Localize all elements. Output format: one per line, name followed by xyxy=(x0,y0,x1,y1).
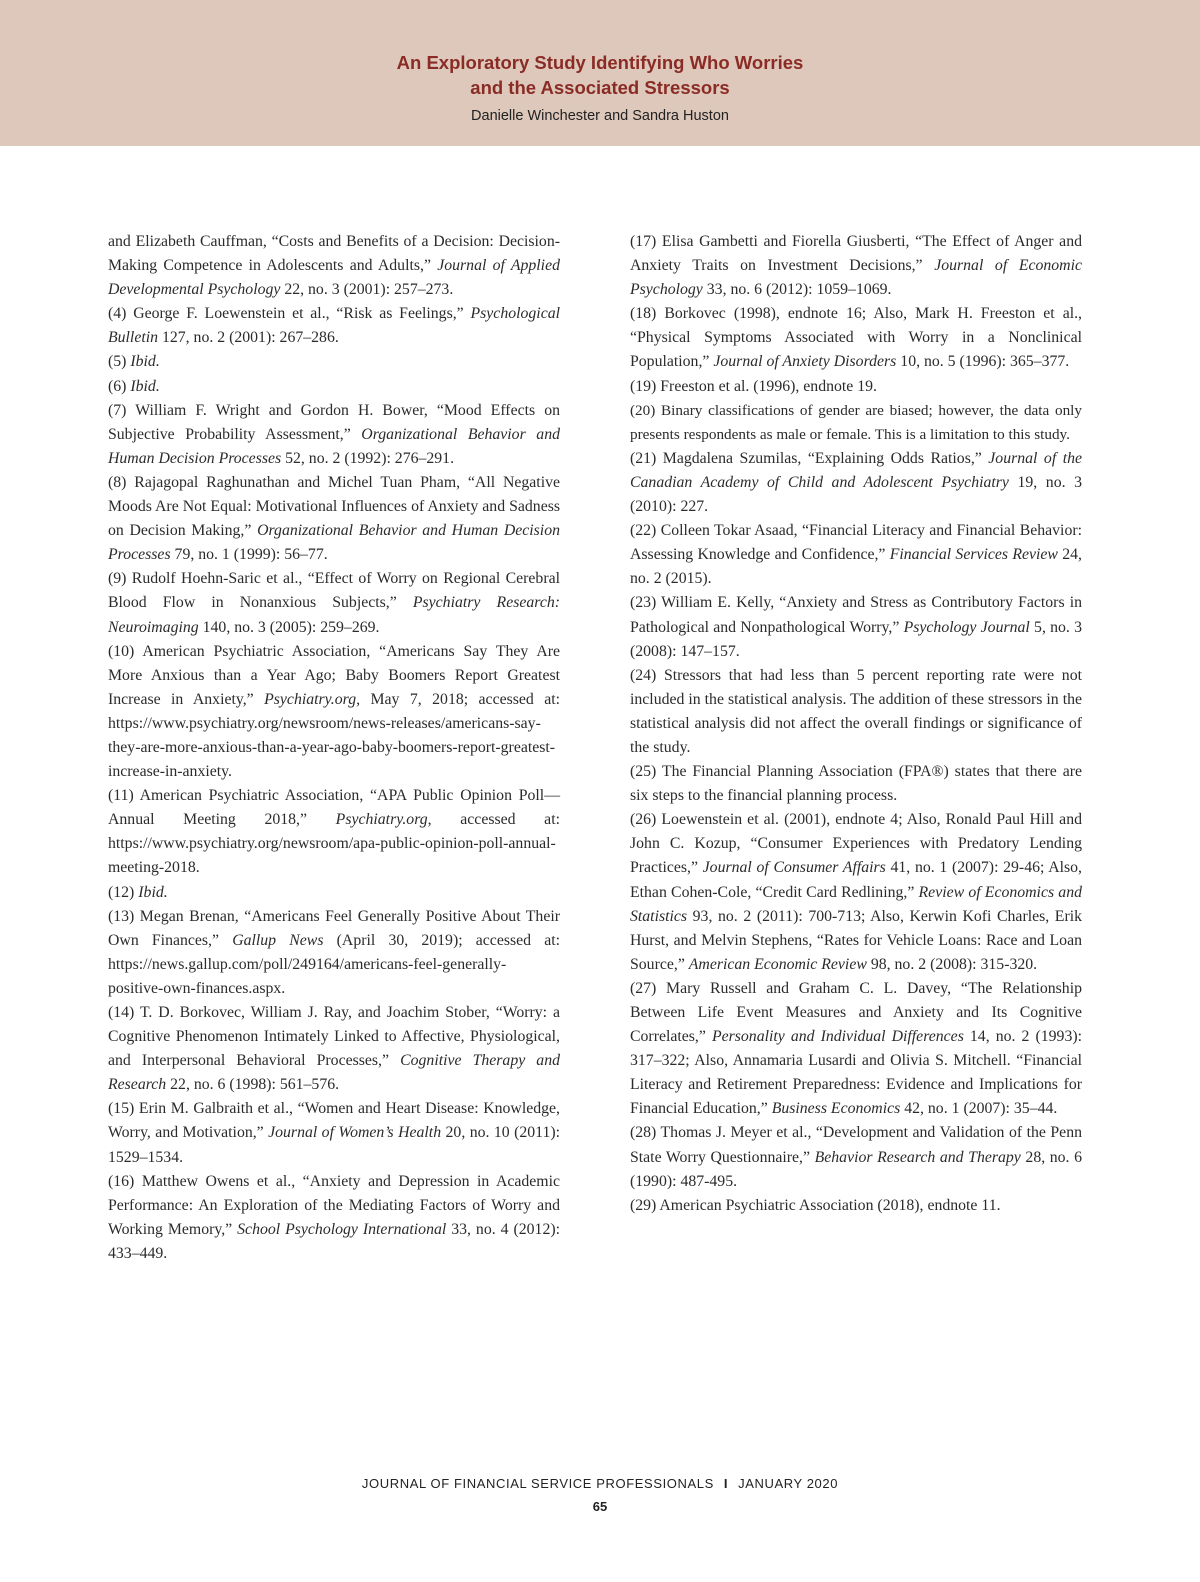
reference-entry: (14) T. D. Borkovec, William J. Ray, and Joachim Stober, “Worry: a Cognitive Phenomenon Intimately Linked to Affective, Physiological, and Interpersonal Behavioral Processes,” Cognitive Therapy and Research 22, no. 6 (1998): 561–576. xyxy=(108,1004,560,1094)
reference-entry: (10) American Psychiatric Association, “Americans Say They Are More Anxious than a Year Ago; Baby Boomers Report Greatest Increase in Anxiety,” Psychiatry.org, May 7, 2018; accessed at: https://www.psychiatry.org/newsroom/news-releases/americans-say-they-are-more-anxious-than-a-year-ago-baby-boomers-report-greatest-increase-in-anxiety. xyxy=(108,642,561,781)
reference-entry: (28) Thomas J. Meyer et al., “Development and Validation of the Penn State Worry Questionnaire,” Behavior Research and Therapy 28, no. 6 (1990): 487-495. xyxy=(630,1124,1082,1190)
reference-entry: (6) Ibid. xyxy=(108,377,160,395)
reference-entry: (22) Colleen Tokar Asaad, “Financial Literacy and Financial Behavior: Assessing Knowledge and Confidence,” Financial Services Review 24, no. 2 (2015). xyxy=(630,522,1082,588)
footer-journal-line xyxy=(0,1476,1200,1491)
reference-entry: (7) William F. Wright and Gordon H. Bower, “Mood Effects on Subjective Probability Assessment,” Organizational Behavior and Human Decision Processes 52, no. 2 (1992): 276–291. xyxy=(108,401,560,467)
reference-entry: (13) Megan Brenan, “Americans Feel Generally Positive About Their Own Finances,” Gallup News (April 30, 2019); accessed at: https://news.gallup.com/poll/249164/americans-feel-generally-positive-own-finances.aspx. xyxy=(108,907,560,997)
reference-entry: (11) American Psychiatric Association, “APA Public Opinion Poll—Annual Meeting 2018,” Psychiatry.org, accessed at: https://www.psychiatry.org/newsroom/apa-public-opinion-poll-annual-meeting-2018. xyxy=(108,787,560,877)
reference-entry: (8) Rajagopal Raghunathan and Michel Tuan Pham, “All Negative Moods Are Not Equal: Motivational Influences of Anxiety and Sadness on Decision Making,” Organizational Behavior and Human Decision Processes 79, no. 1 (1999): 56–77. xyxy=(108,473,560,564)
article-title-line-1: An Exploratory Study Identifying Who Worries xyxy=(396,52,804,73)
issue-date: JANUARY 2020 xyxy=(738,1476,839,1491)
journal-name: JOURNAL OF FINANCIAL SERVICE PROFESSIONALS xyxy=(361,1476,714,1491)
left-column-references xyxy=(108,230,560,1266)
reference-entry: (4) George F. Loewenstein et al., “Risk as Feelings,” Psychological Bulletin 127, no. 2 (2001): 267–286. xyxy=(108,305,560,347)
reference-entry: and Elizabeth Cauffman, “Costs and Benefits of a Decision: Decision-Making Competence in Adolescents and Adults,” Journal of Applied Developmental Psychology 22, no. 3 (2001): 257–273. xyxy=(108,233,560,299)
article-authors: Danielle Winchester and Sandra Huston xyxy=(471,108,729,124)
reference-entry: (15) Erin M. Galbraith et al., “Women and Heart Disease: Knowledge, Worry, and Motivation,” Journal of Women’s Health 20, no. 10 (2011): 1529–1534. xyxy=(108,1100,560,1166)
reference-entry: (18) Borkovec (1998), endnote 16; Also, Mark H. Freeston et al., “Physical Symptoms Associated with Worry in a Nonclinical Population,” Journal of Anxiety Disorders 10, no. 5 (1996): 365–377. xyxy=(630,305,1082,371)
reference-entry: (21) Magdalena Szumilas, “Explaining Odds Ratios,” Journal of the Canadian Academy of Child and Adolescent Psychiatry 19, no. 3 (2010): 227. xyxy=(630,449,1082,516)
reference-entry: (19) Freeston et al. (1996), endnote 19. xyxy=(630,377,877,395)
reference-entry: (29) American Psychiatric Association (2018), endnote 11. xyxy=(630,1196,1001,1214)
reference-entry: (17) Elisa Gambetti and Fiorella Giusberti, “The Effect of Anger and Anxiety Traits on Investment Decisions,” Journal of Economic Psychology 33, no. 6 (2012): 1059–1069. xyxy=(630,233,1082,299)
reference-entry: (12) Ibid. xyxy=(108,883,168,901)
reference-entry: (25) The Financial Planning Association (FPA®) states that there are six steps to the financial planning process. xyxy=(630,763,1082,805)
footer-separator: I xyxy=(723,1476,729,1491)
page-number: 65 xyxy=(592,1499,608,1514)
article-title-line-2: and the Associated Stressors xyxy=(470,77,730,98)
header-band xyxy=(0,0,1200,146)
reference-entry: (24) Stressors that had less than 5 percent reporting rate were not included in the statistical analysis. The addition of these stressors in the statistical analysis did not affect the overall findings or significance of the study. xyxy=(630,666,1082,756)
reference-entry: (27) Mary Russell and Graham C. L. Davey, “The Relationship Between Life Event Measures and Anxiety and Its Cognitive Correlates,” Personality and Individual Differences 14, no. 2 (1993): 317–322; Also, Annamaria Lusardi and Olivia S. Mitchell. “Financial Literacy and Retirement Preparedness: Evidence and Implications for Financial Education,” Business Economics 42, no. 1 (2007): 35–44. xyxy=(630,979,1083,1118)
reference-entry: (9) Rudolf Hoehn-Saric et al., “Effect of Worry on Regional Cerebral Blood Flow in Nonanxious Subjects,” Psychiatry Research: Neuroimaging 140, no. 3 (2005): 259–269. xyxy=(108,570,560,636)
reference-entry: (16) Matthew Owens et al., “Anxiety and Depression in Academic Performance: An Exploration of the Mediating Factors of Worry and Working Memory,” School Psychology International 33, no. 4 (2012): 433–449. xyxy=(108,1172,561,1262)
right-column-references xyxy=(630,230,1082,1218)
reference-entry: (5) Ibid. xyxy=(108,353,160,371)
reference-entry: (20) Binary classifications of gender are biased; however, the data only presents respondents as male or female. This is a limitation to this study. xyxy=(630,401,1082,443)
reference-entry: (23) William E. Kelly, “Anxiety and Stress as Contributory Factors in Pathological and Nonpathological Worry,” Psychology Journal 5, no. 3 (2008): 147–157. xyxy=(630,594,1083,660)
reference-entry: (26) Loewenstein et al. (2001), endnote 4; Also, Ronald Paul Hill and John C. Kozup, “Consumer Experiences with Predatory Lending Practices,” Journal of Consumer Affairs 41, no. 1 (2007): 29-46; Also, Ethan Cohen-Cole, “Credit Card Redlining,” Review of Economics and Statistics 93, no. 2 (2011): 700-713; Also, Kerwin Kofi Charles, Erik Hurst, and Melvin Stephens, “Rates for Vehicle Loans: Race and Loan Source,” American Economic Review 98, no. 2 (2008): 315-320. xyxy=(630,811,1082,973)
article-title xyxy=(0,0,1200,100)
